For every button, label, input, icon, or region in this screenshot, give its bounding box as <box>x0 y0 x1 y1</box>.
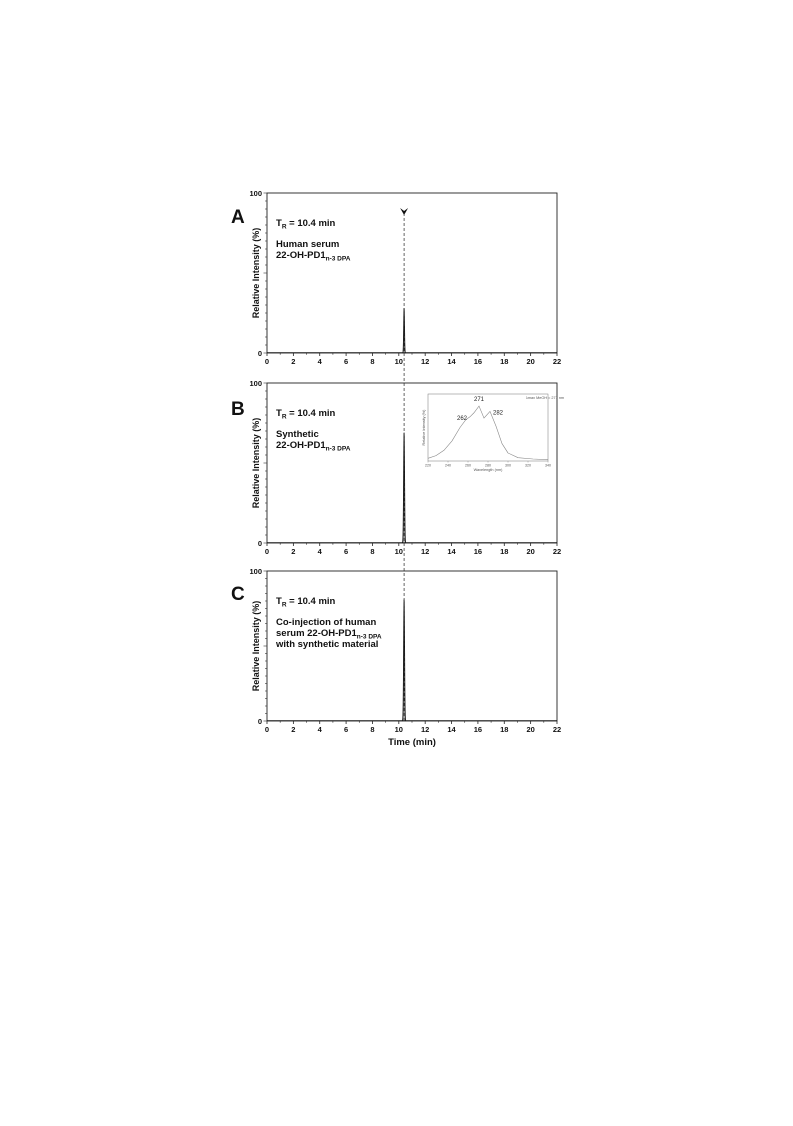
x-tick-label: 16 <box>473 725 483 734</box>
x-tick-label: 10 <box>394 547 403 556</box>
inset-y-axis-label: Relative Intensity (%) <box>422 409 426 446</box>
y-axis-label: Relative Intensity (%) <box>251 417 261 509</box>
inset-x-tick-label: 340 <box>545 463 551 468</box>
x-tick-label: 12 <box>421 547 430 556</box>
retention-time-prefix: T <box>276 408 282 419</box>
x-tick-label: 2 <box>291 547 296 556</box>
inset-frame <box>428 394 548 461</box>
sample-description-line <box>275 639 378 650</box>
chart-panel-a <box>231 189 561 366</box>
x-tick-label: 22 <box>552 547 562 556</box>
x-tick-label: 14 <box>447 725 456 734</box>
sample-description-line <box>276 250 351 263</box>
sample-description-line-main: serum 22-OH-PD1 <box>276 628 357 639</box>
sample-description-line <box>276 239 339 250</box>
x-tick-label: 18 <box>500 357 509 366</box>
inset-x-tick-label: 260 <box>465 463 471 468</box>
x-tick-label: 2 <box>291 357 296 366</box>
x-tick-label: 6 <box>344 357 349 366</box>
y-axis-label: Relative Intensity (%) <box>251 227 261 319</box>
inset-x-axis-label: Wavelength (nm) <box>473 468 503 472</box>
x-tick-label: 12 <box>421 357 430 366</box>
chart-panel-b <box>231 379 564 556</box>
x-tick-label: 4 <box>317 547 322 556</box>
sample-description-line-main: Co-injection of human <box>276 617 377 628</box>
retention-time-prefix: T <box>276 218 282 229</box>
x-tick-label: 6 <box>344 725 349 734</box>
x-tick-label: 10 <box>394 725 403 734</box>
retention-time-value: = 10.4 min <box>286 218 336 229</box>
sample-description-line <box>276 617 376 628</box>
plot-frame <box>267 193 557 353</box>
sample-description-line-subscript: n-3 DPA <box>356 633 382 641</box>
sample-description-line-main: with synthetic material <box>276 639 379 650</box>
inset-x-tick-label: 300 <box>505 463 511 468</box>
y-tick-label: 0 <box>257 717 262 726</box>
sample-description-line-main: Synthetic <box>276 429 319 440</box>
x-tick-label: 12 <box>421 725 430 734</box>
y-tick-label: 100 <box>249 189 262 198</box>
x-tick-label: 14 <box>447 357 456 366</box>
sample-description-line-subscript: n-3 DPA <box>325 445 351 453</box>
sample-description-line-main: 22-OH-PD1 <box>276 250 326 261</box>
x-tick-label: 8 <box>370 547 375 556</box>
sample-description-line-subscript: n-3 DPA <box>325 255 351 263</box>
x-tick-label: 18 <box>500 547 509 556</box>
retention-time-subscript: R <box>281 601 287 609</box>
x-tick-label: 0 <box>264 547 270 556</box>
inset-x-tick-label: 280 <box>485 463 491 468</box>
x-tick-label: 8 <box>370 357 375 366</box>
sample-description-line-main: 22-OH-PD1 <box>276 440 326 451</box>
x-tick-label: 4 <box>317 357 322 366</box>
x-tick-label: 22 <box>552 357 562 366</box>
panel-letter: A <box>231 207 245 228</box>
y-tick-label: 0 <box>257 539 262 548</box>
inset-peak-label: 271 <box>473 397 485 404</box>
chart-panel-c <box>231 567 561 748</box>
inset-peak-label: 262 <box>456 415 468 422</box>
x-tick-label: 16 <box>473 547 483 556</box>
x-tick-label: 8 <box>370 725 375 734</box>
panel-letter: B <box>231 399 245 420</box>
y-axis-label: Relative Intensity (%) <box>251 600 261 692</box>
sample-description-line-main: Human serum <box>276 239 340 250</box>
inset-lambda-max-label: λmax MeOH = 271 nm <box>526 396 565 400</box>
x-tick-label: 4 <box>317 725 322 734</box>
x-tick-label: 16 <box>473 357 483 366</box>
y-tick-label: 0 <box>257 349 262 358</box>
x-tick-label: 20 <box>526 547 535 556</box>
x-tick-label: 22 <box>552 725 562 734</box>
x-tick-label: 14 <box>447 547 456 556</box>
inset-x-tick-label: 240 <box>445 463 451 468</box>
x-tick-label: 10 <box>394 357 403 366</box>
inset-x-tick-label: 220 <box>425 463 431 468</box>
x-axis-label: Time (min) <box>388 737 436 748</box>
uv-spectrum-inset <box>422 394 564 472</box>
y-tick-label: 100 <box>249 567 262 576</box>
x-tick-label: 20 <box>526 725 535 734</box>
retention-time-subscript: R <box>281 223 287 231</box>
x-tick-label: 0 <box>264 725 270 734</box>
sample-description-line <box>276 429 319 440</box>
x-tick-label: 6 <box>344 547 349 556</box>
retention-time-label <box>276 408 336 421</box>
retention-time-prefix: T <box>276 596 282 607</box>
retention-time-label <box>276 596 336 609</box>
sample-description-line <box>276 440 351 453</box>
retention-time-value: = 10.4 min <box>286 596 336 607</box>
x-tick-label: 18 <box>500 725 509 734</box>
y-tick-label: 100 <box>249 379 262 388</box>
x-tick-label: 2 <box>291 725 296 734</box>
panel-letter: C <box>231 584 245 605</box>
inset-x-tick-label: 320 <box>525 463 531 468</box>
retention-time-subscript: R <box>281 413 287 421</box>
retention-time-label <box>276 218 336 231</box>
inset-peak-label: 282 <box>492 410 504 417</box>
x-tick-label: 0 <box>264 357 270 366</box>
retention-time-value: = 10.4 min <box>286 408 336 419</box>
x-tick-label: 20 <box>526 357 535 366</box>
